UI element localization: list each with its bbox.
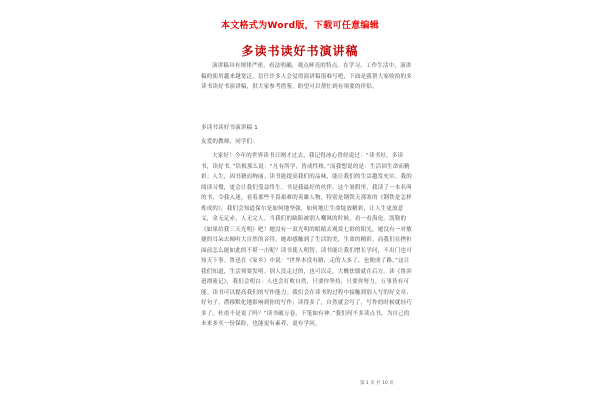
intro-paragraph: 演讲稿具有规律严密，看法明确，观点鲜亮的特点。在学习、工作生活中，演讲稿的使用越来越宽泛，信任许多人会觉得演讲稿很难写吧，下面是我帮大家收拾的多读书读好书演讲稿，供大家参考借鉴，盼望可以帮忙到有须要的伴侣。	[201, 63, 412, 90]
word-format-banner: 本文格式为Word版，下载可任意编辑	[220, 21, 380, 31]
greeting-line: 友爱的教师、同学们：	[201, 139, 259, 145]
page-number-footer: 第 1 页 共 10 页	[360, 381, 394, 386]
page-title: 多读书读好书演讲稿	[241, 44, 359, 58]
body-paragraph: 大家好！今年的世界读书日刚才过去，我记得冰心曾经说过：“读书好，多读书，读好书。”培根那么说：“凡有所学，皆成性格。”而我想说的是：生活因生命而精彩；人生，因书籍而绚丽。读书能提高我们的品味，能让我们的生活越发充实。我的阅读习惯，更会让我们受益终生。书是我最好的伙伴。这个暑假里，我读了一本名叫的书，令我入迷。看着那些不畏艰难的英雄人物，特别是钢铁天那塞的《钢铁是怎样炼成的》，我们会知道保尔是如何地坚强，如何地让生命绽放精彩，让人生更放意义，金无足赤，人无完人。当我们的缺陷被别人嘲讽的时候，看一看海伦。凯勒的《如果给我三天光明》吧！她没有一双光明的眼睛去观赏七彩的阳光，她没有一对敏捷的耳朵去倾听大自然的音符，她却感触到了生活的美，生命的精彩，而我们在挫折面前怎么能如此的不堪一击呢？读书使人明智。读书能让我们增长学问，不出门也可知天下事。鲁迅在《家乡》中说：“世界本没有路，走的人多了，也便成了路。”这让我们知道，生活须要发明。别人没走过的，也可以走，大概怯懦就在后方。读《鲁滨逊漂流记》，我们会明白：人也会打败自然，只要你坚持，只要你努力，万事皆有可能。读书可以提高我们的写作能力。我们会在读书的过程中接触到别人写的好文章、好句子，潜移默化地影响到你的写作；读得多了，自然就会写了，写作的时候就轻巧多了。杜甫不是说了吗？“读书破万卷，下笔如有神。”我们何不多读点书，为自己的未来多买一份保险，也能更有素养，更有学问。	[201, 153, 412, 327]
section-subheading: 多读书读好书演讲稿 1	[201, 125, 258, 131]
